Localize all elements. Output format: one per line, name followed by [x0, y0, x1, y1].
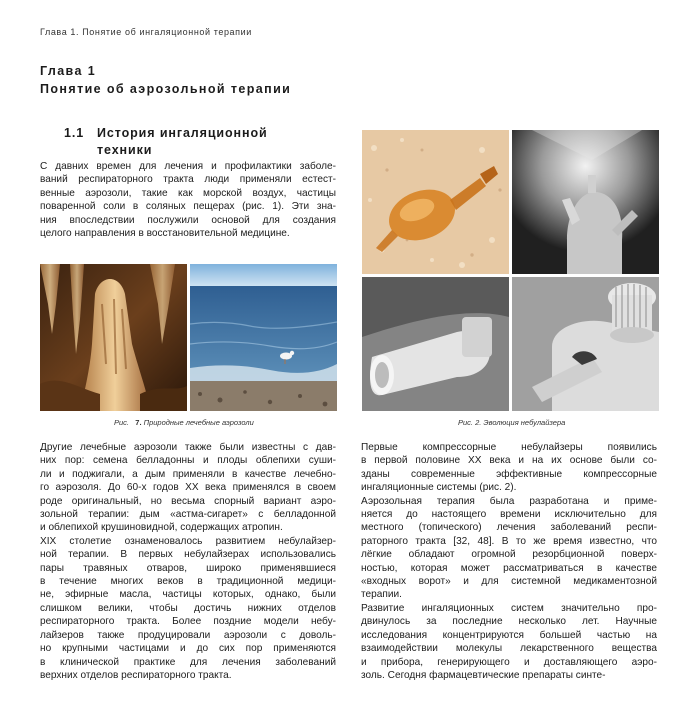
- right-column-text: [361, 441, 657, 682]
- figure-2-glass-nebulizer-photo: [362, 130, 509, 274]
- section-number: 1.1: [64, 126, 85, 140]
- text-line: раторного тракта [32, 48]. В то же время известно, что: [361, 535, 657, 547]
- text-line: «входных ворот» и для системной медикаментозной: [361, 576, 657, 588]
- chapter-title: Понятие об аэрозольной терапии: [40, 82, 292, 96]
- section-heading: [64, 125, 268, 159]
- text-line: местного (топического) лечения заболеваний респи-: [361, 522, 657, 534]
- intro-paragraph: [40, 160, 336, 240]
- figure-1-sea-photo: [190, 264, 337, 411]
- text-line: ваний респираторного тракта люди применяли естест-: [40, 174, 336, 186]
- text-line: лайзеров также продуцировали аэрозоли с доволь-: [40, 629, 336, 641]
- text-line: ния впоследствии послужили основой для создания: [40, 214, 336, 226]
- text-line: венные аэрозоли, такие как морской воздух, частицы: [40, 187, 336, 199]
- text-line: няется до настоящего времени исключительно для: [361, 509, 657, 521]
- text-line: поваренной соли в соляных пещерах (рис. 1). Эти зна-: [40, 201, 336, 213]
- text-line: респираторного тракта. Более поздние модели небу-: [40, 616, 336, 628]
- text-line: двинулось за последние несколько лет. Научные: [361, 616, 657, 628]
- cave-image: [40, 264, 187, 411]
- running-head: Глава 1. Понятие об ингаляционной терапии: [40, 27, 252, 37]
- text-line: целого направления в восстановительной медицине.: [40, 228, 290, 240]
- text-line: но крупными частицами и до сих пор применяются: [40, 643, 336, 655]
- figure-1-caption-text: Природные лечебные аэрозоли: [143, 418, 254, 427]
- text-line: С давних времен для лечения и профилактики заболе-: [40, 161, 336, 172]
- text-line: XIX столетие ознаменовалось развитием небулайзер-: [40, 535, 336, 547]
- text-line: золь. Сегодня фармацевтические препараты синте-: [361, 669, 606, 681]
- figure-2-caption: Рис. 2. Эволюция небулайзера: [458, 418, 566, 427]
- text-line: них пор: семена белладонны и плоды облепихи суши-: [40, 455, 336, 467]
- text-line: взаимодействии молекулы лекарственного вещества: [361, 643, 657, 655]
- figure-1-cave-photo: [40, 264, 187, 411]
- text-line: исследования концентрируются большей частью на: [361, 629, 657, 641]
- left-column-text: [40, 441, 336, 682]
- text-line: ной терапии. В первых небулайзерах использовались: [40, 549, 336, 561]
- text-line: зданы современные эффективные компрессорные: [361, 468, 657, 480]
- text-line: верхних отделов респираторного тракта.: [40, 669, 232, 681]
- text-line: пары травяных отваров, широко применявшиеся: [40, 562, 336, 574]
- figure-1-caption-number: 7.: [135, 418, 142, 427]
- mouthpiece-image: [362, 277, 509, 411]
- text-line: и облепихой крушиновидной, содержащих атропин.: [40, 522, 283, 534]
- sea-image: [190, 264, 337, 411]
- text-line: ли и поджигали, а дым применяли в качестве лечебно-: [40, 468, 336, 480]
- figure-1-caption-prefix: Рис.: [114, 418, 130, 427]
- text-line: Аэрозольная терапия была разработана и приме-: [361, 495, 657, 507]
- text-line: ностью, которая может рассматриваться в качестве: [361, 562, 657, 574]
- figure-2-modern-nebulizer-photo: [512, 277, 659, 411]
- figure-1-caption: [114, 418, 254, 427]
- mist-image: [512, 130, 659, 274]
- text-line: в течение многих веков в традиционной медици-: [40, 576, 336, 588]
- text-line: Первые компрессорные небулайзеры появились: [361, 442, 657, 453]
- text-line: и прибора, генерирующего и доставляющего аэро-: [361, 656, 657, 668]
- text-line: зольной терапии: дым «астма-сигарет» с белладонной: [40, 509, 336, 521]
- text-line: слишком велики, чтобы достичь нижних отделов: [40, 602, 336, 614]
- chapter-heading: [40, 62, 291, 98]
- section-title-line1: История ингаляционной: [97, 126, 268, 140]
- text-line: го аэрозоля. До 60-х годов XX века применялся в своем: [40, 482, 336, 494]
- text-line: не, эфирные масла, частицы которых, однако, были: [40, 589, 336, 601]
- text-line: Развитие ингаляционных систем значительно про-: [361, 602, 657, 614]
- text-line: в клинической практике для лечения заболеваний: [40, 656, 336, 668]
- text-line: в первой половине XX века и на их основе были со-: [361, 455, 657, 467]
- text-line: терапии.: [361, 589, 402, 601]
- section-title-line2: техники: [97, 143, 153, 157]
- figure-2-mist-photo: [512, 130, 659, 274]
- modern-nebulizer-image: [512, 277, 659, 411]
- text-line: ингаляционные системы (рис. 2).: [361, 482, 517, 494]
- chapter-label: Глава 1: [40, 64, 97, 78]
- text-line: Другие лечебные аэрозоли также были известны с дав-: [40, 442, 336, 453]
- glass-nebulizer-image: [362, 130, 509, 274]
- figure-2-mouthpiece-photo: [362, 277, 509, 411]
- text-line: лёгкие обладают огромной резорбционной поверх-: [361, 549, 657, 561]
- text-line: роде оригинальный, но весьма спорный вариант аэро-: [40, 495, 336, 507]
